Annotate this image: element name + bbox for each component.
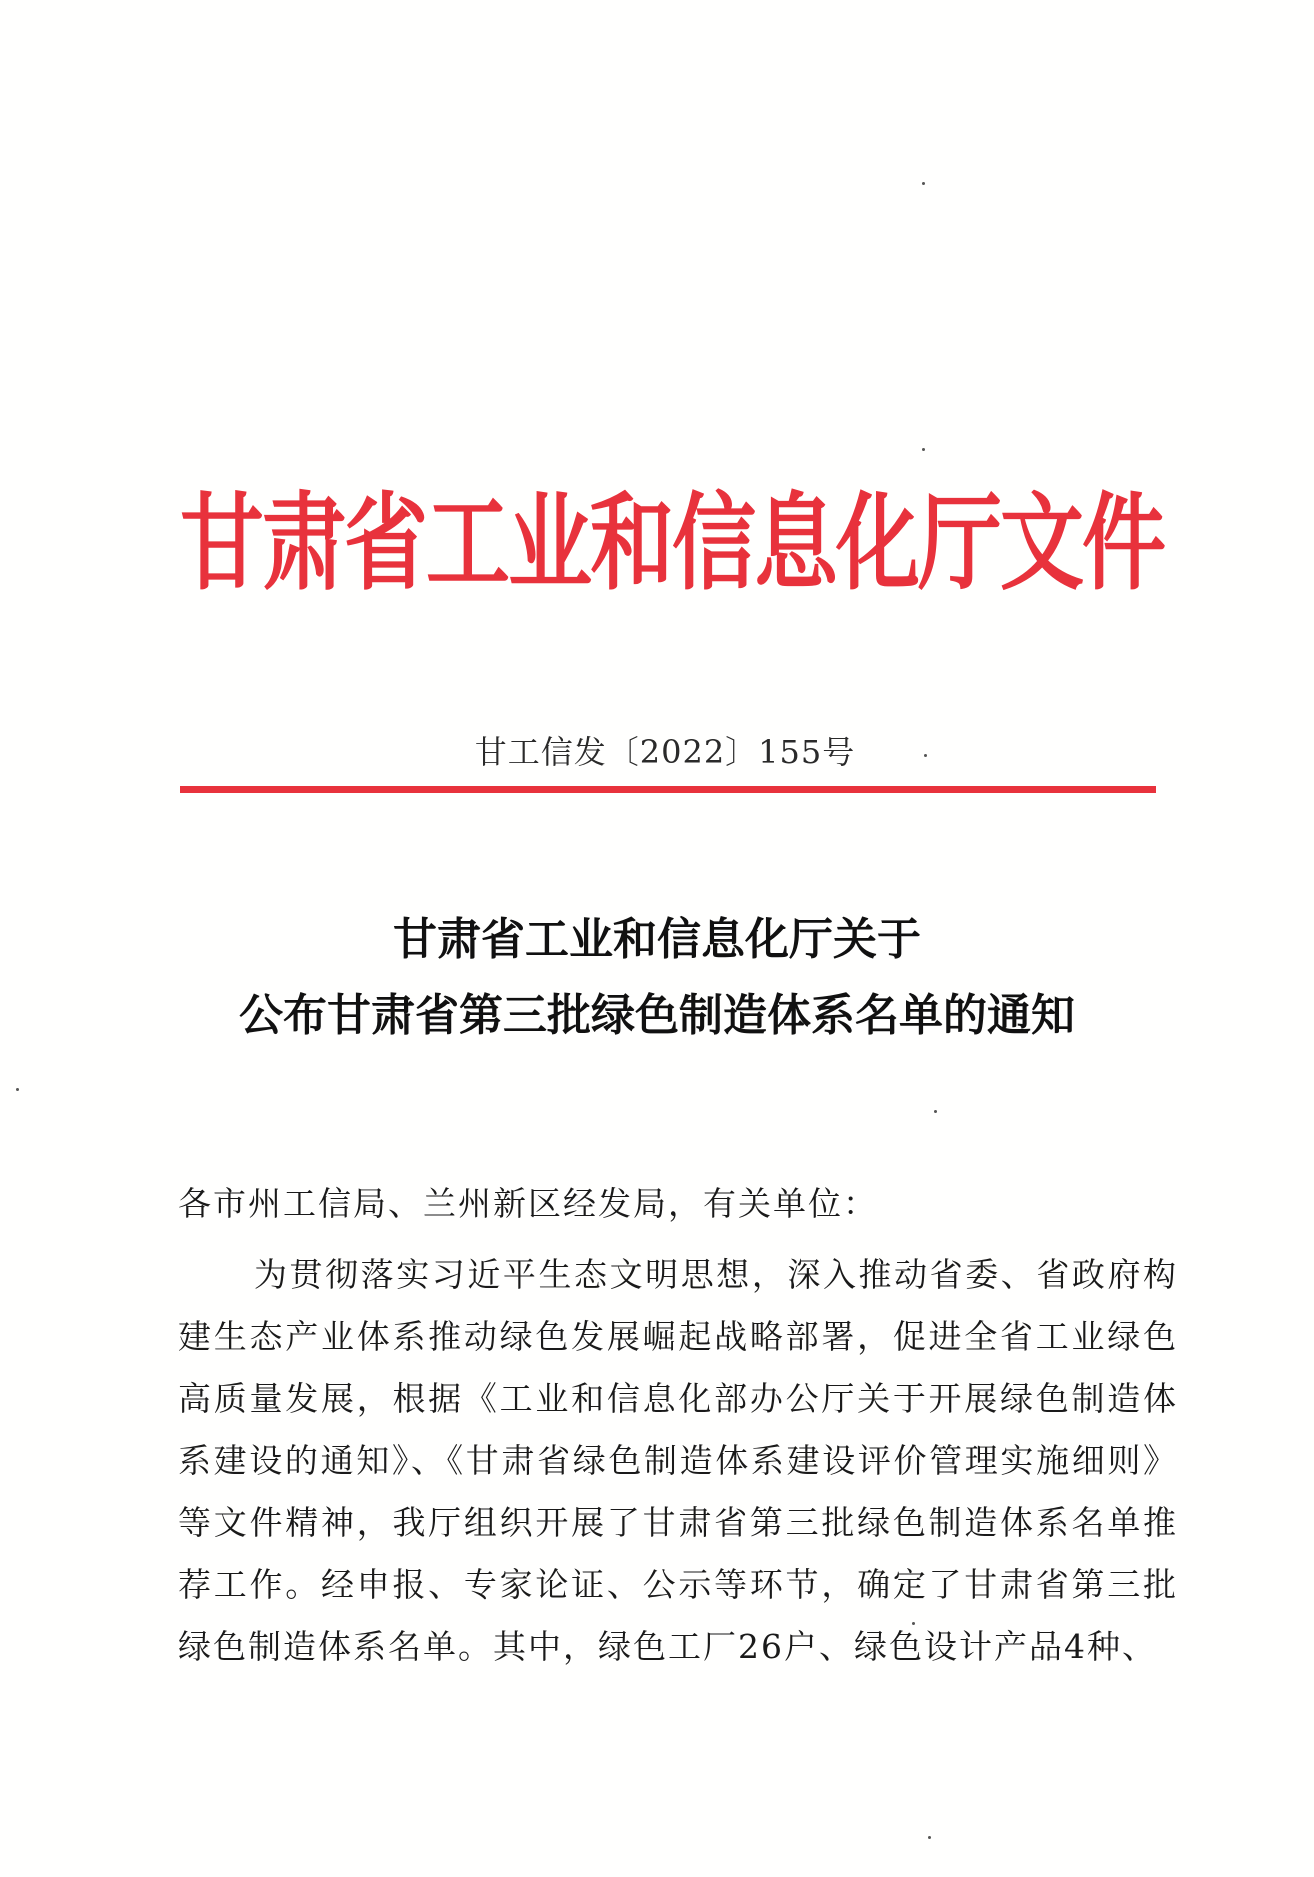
scan-speck: [922, 182, 925, 185]
document-number: 甘工信发〔2022〕155号: [474, 733, 856, 771]
scan-speck: [924, 754, 927, 757]
salutation: 各市州工信局、兰州新区经发局，有关单位：: [178, 1184, 878, 1223]
body-paragraph: 为贯彻落实习近平生态文明思想，深入推动省委、省政府构建生态产业体系推动绿色发展崛起战略部署，促进全省工业绿色高质量发展，根据《工业和信息化部办公厅关于开展绿色制造体系建设的通知》、《甘肃省绿色制造体系建设评价管理实施细则》等文件精神，我厅组织开展了甘肃省第三批绿色制造体系名单推荐工作。经申报、专家论证、公示等环节，确定了甘肃省第三批绿色制造体系名单。其中，绿色工厂26户、绿色设计产品4种、: [178, 1255, 1178, 1666]
scan-speck: [16, 1088, 19, 1091]
letterhead-title: 甘肃省工业和信息化厅文件: [180, 482, 1165, 605]
scan-speck: [934, 1110, 937, 1113]
notice-title-line-1: 甘肃省工业和信息化厅关于: [393, 914, 921, 965]
notice-title-line-2: 公布甘肃省第三批绿色制造体系名单的通知: [239, 990, 1075, 1041]
scan-speck: [928, 1836, 931, 1839]
scan-speck: [912, 1622, 915, 1625]
red-divider-line: [180, 786, 1156, 793]
scan-speck: [922, 448, 925, 451]
